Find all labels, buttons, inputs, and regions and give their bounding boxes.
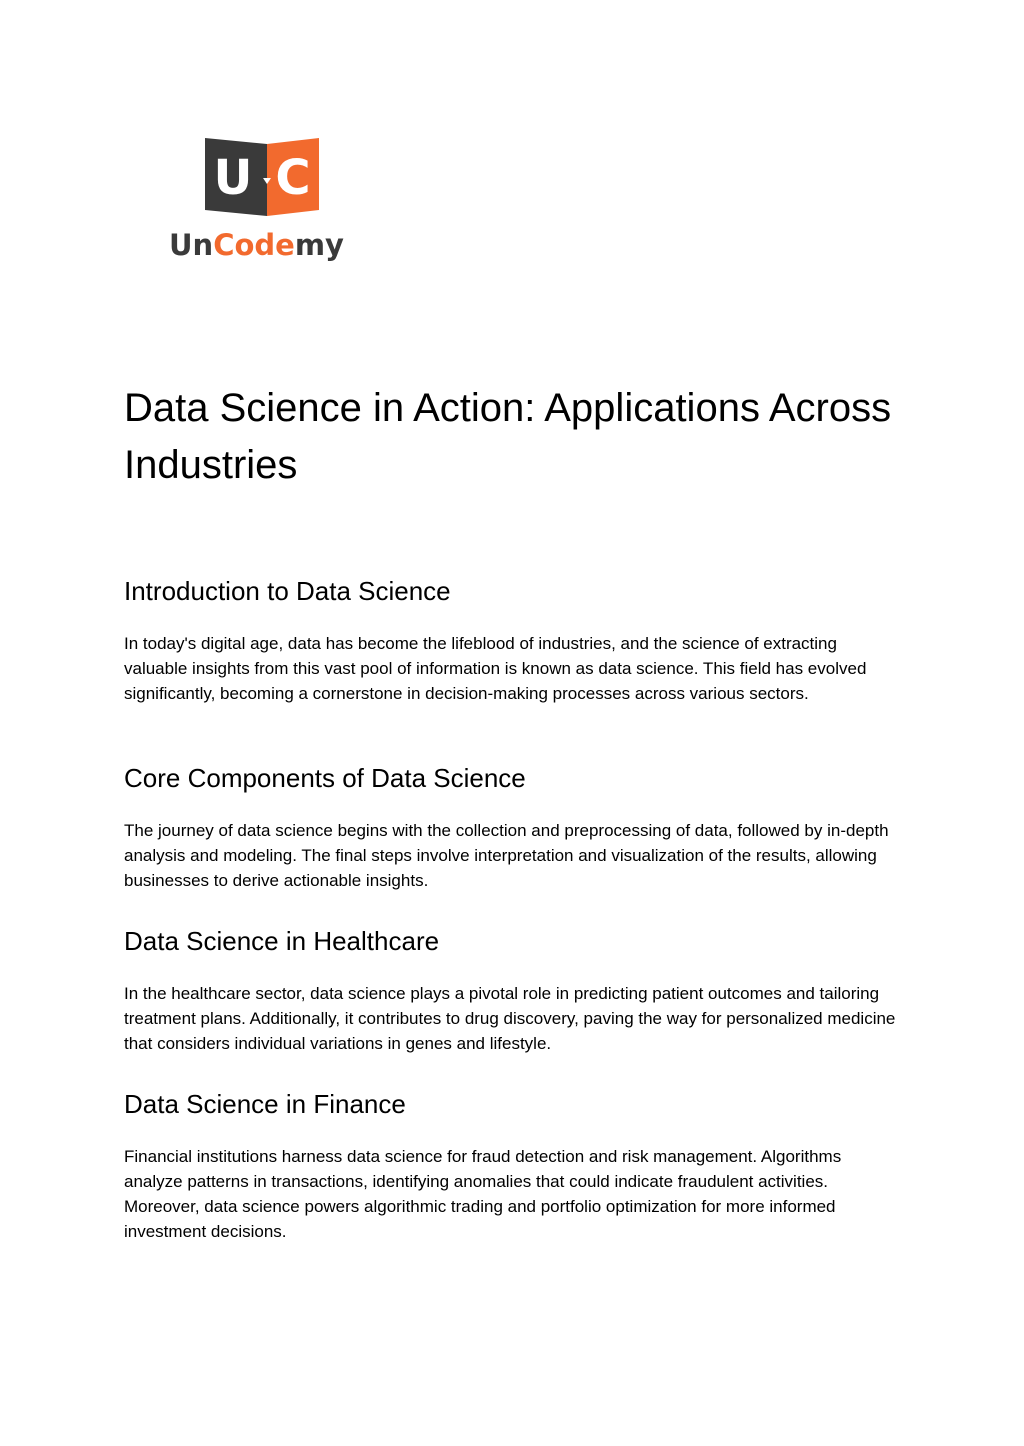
brand-wordmark-part2: Code <box>213 228 295 262</box>
section-finance <box>124 1088 904 1244</box>
section-introduction <box>124 575 904 706</box>
section-healthcare <box>124 925 904 1056</box>
section-heading: Introduction to Data Science <box>124 576 451 606</box>
section-paragraph: Financial institutions harness data science for fraud detection and risk management. Algorithms analyze patterns in transactions, identifying anomalies that could indicate fraudulent activities. Moreover, data science powers algorithmic trading and portfolio optimization for more informed investment decisions. <box>124 1147 842 1241</box>
monogram-letter-u: U <box>213 150 253 206</box>
section-heading: Core Components of Data Science <box>124 763 526 793</box>
brand-wordmark-part1: Un <box>169 228 214 262</box>
section-paragraph: In the healthcare sector, data science plays a pivotal role in predicting patient outcomes and tailoring treatment plans. Additionally, it contributes to drug discovery, paving the way for personalized medicine that considers individual variations in genes and lifestyle. <box>124 984 896 1053</box>
document-title: Data Science in Action: Applications Across Industries <box>124 386 892 487</box>
brand-wordmark-part3: my <box>294 228 344 262</box>
section-heading: Data Science in Healthcare <box>124 926 440 956</box>
section-paragraph: The journey of data science begins with the collection and preprocessing of data, followed by in-depth analysis and modeling. The final steps involve interpretation and visualization of the results, allowing businesses to derive actionable insights. <box>124 821 889 890</box>
section-core-components <box>124 762 904 893</box>
uncodemy-logo <box>169 138 361 262</box>
brand-wordmark <box>169 228 344 262</box>
monogram-letter-c: C <box>275 150 311 206</box>
uc-monogram-icon <box>169 138 361 262</box>
section-heading: Data Science in Finance <box>124 1089 406 1119</box>
section-paragraph: In today's digital age, data has become the lifeblood of industries, and the science of extracting valuable insights from this vast pool of information is known as data science. This field has evolved significantly, becoming a cornerstone in decision-making processes across various sectors. <box>124 634 867 703</box>
